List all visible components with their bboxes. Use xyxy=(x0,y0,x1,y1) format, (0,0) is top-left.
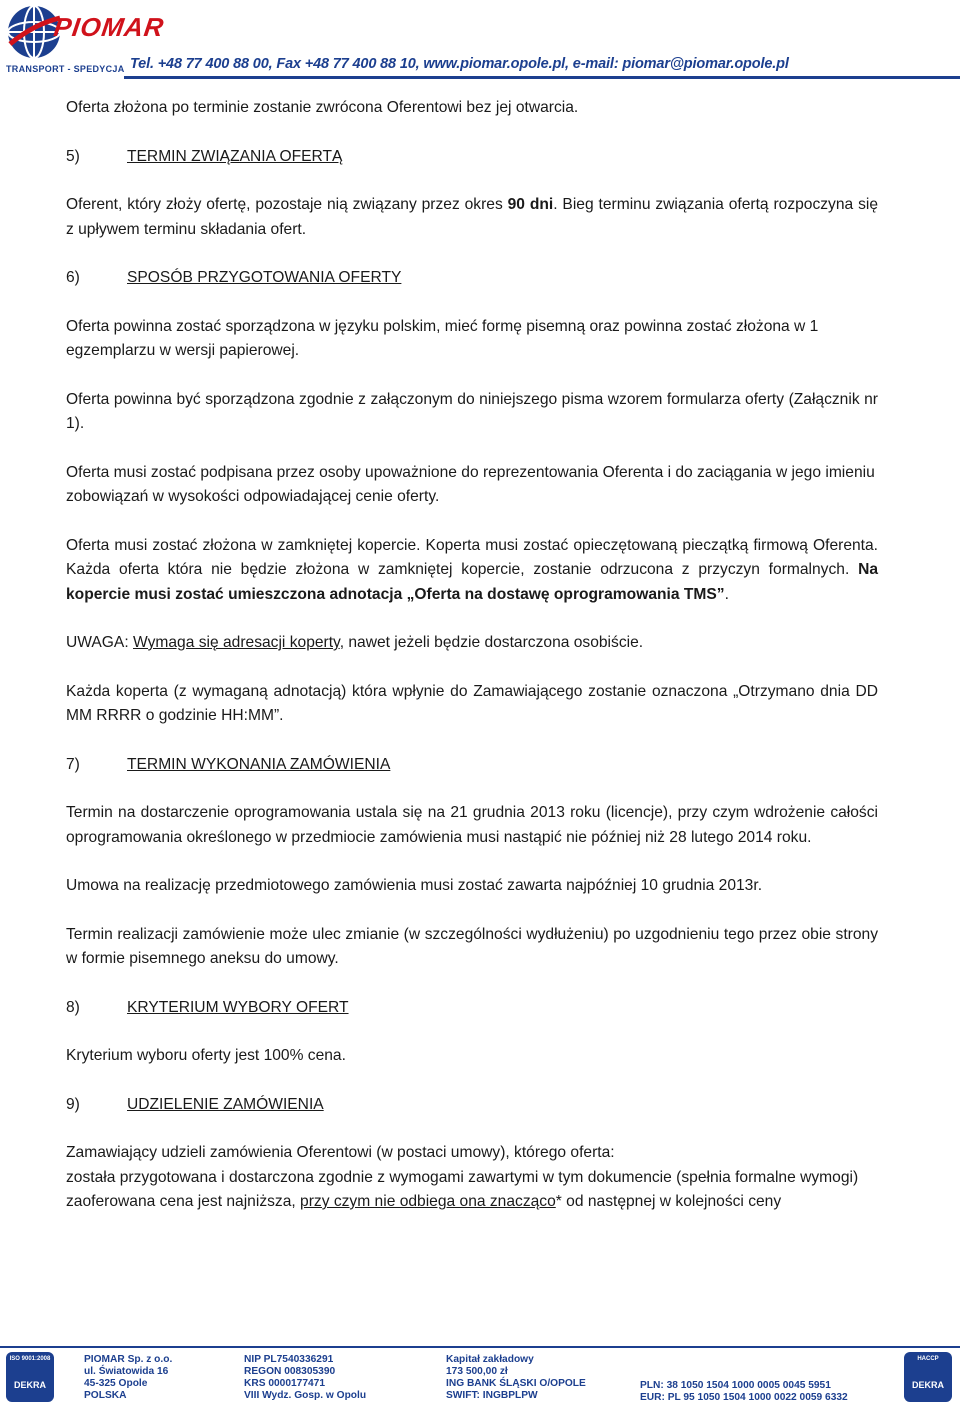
text-run: , nawet jeżeli będzie dostarczona osobiście. xyxy=(339,634,644,651)
iso-certification-badge-icon xyxy=(6,1352,54,1402)
text-run: UWAGA: xyxy=(66,634,133,651)
text-run: Oferent, który złoży ofertę, pozostaje nią związany przez okres xyxy=(66,196,508,213)
paragraph-offer-form: Oferta powinna być sporządzona zgodnie z załączonym do niniejszego pisma wzorem formularza oferty (Załącznik nr 1). xyxy=(66,390,878,432)
footer-bank-accounts xyxy=(640,1380,848,1404)
badge-caption: HACCP xyxy=(917,1356,939,1362)
footer-line: Kapitał zakładowy xyxy=(446,1354,534,1365)
paragraph-binding-period xyxy=(66,193,878,242)
badge-label: DEKRA xyxy=(13,1380,46,1390)
section-number: 8) xyxy=(66,998,80,1016)
section-title: TERMIN WYKONANIA ZAMÓWIENIA xyxy=(127,755,391,773)
section-title: UDZIELENIE ZAMÓWIENIA xyxy=(127,1095,324,1113)
footer-divider xyxy=(0,1346,960,1348)
footer-line: NIP PL7540336291 xyxy=(244,1354,334,1365)
section-title: KRYTERIUM WYBORY OFERT xyxy=(127,998,349,1016)
footer-company-address xyxy=(84,1354,172,1402)
text-run: Oferta musi zostać złożona w zamkniętej kopercie. Koperta musi zostać opieczętowaną pieczątką firmową Oferenta. Każda oferta która nie będzie złożona w zamkniętej kopercie, zostanie odrzucona z przyczyn formalnych. xyxy=(66,536,878,578)
section-number: 6) xyxy=(66,269,80,286)
footer-line: ul. Światowida 16 xyxy=(84,1366,169,1377)
paragraph-award-condition-2 xyxy=(66,1190,878,1215)
text-run: zaoferowana cena jest najniższa, xyxy=(66,1193,301,1210)
paragraph-envelope-marking: Każda koperta (z wymaganą adnotacją) która wpłynie do Zamawiającego zostanie oznaczona „Otrzymano dnia DD MM RRRR o godzinie HH:MM”. xyxy=(66,682,878,724)
section-heading-5 xyxy=(66,145,878,170)
section-title: TERMIN ZWIĄZANIA OFERTĄ xyxy=(127,147,343,165)
section-heading-8 xyxy=(66,996,878,1021)
header-divider xyxy=(124,76,960,79)
text-run-underlined: Wymaga się adresacji koperty xyxy=(133,634,340,651)
paragraph-contract-deadline: Umowa na realizację przedmiotowego zamówienia musi zostać zawarta najpóźniej 10 grudnia 2013r. xyxy=(66,877,763,894)
footer-line: 173 500,00 zł xyxy=(446,1366,508,1377)
badge-label: DEKRA xyxy=(911,1380,944,1390)
footer-line: PIOMAR Sp. z o.o. xyxy=(84,1354,173,1365)
paragraph-award-intro: Zamawiający udzieli zamówienia Oferentowi (w postaci umowy), którego oferta: xyxy=(66,1144,615,1161)
footer-line: ING BANK ŚLĄSKI O/OPOLE xyxy=(446,1378,586,1389)
contact-line: Tel. +48 77 400 88 00, Fax +48 77 400 88 10, www.piomar.opole.pl, e-mail: piomar@piomar.opole.pl xyxy=(130,56,789,72)
text-run-underlined: przy czym nie odbiega ona znacząco xyxy=(300,1193,556,1210)
footer-capital-bank xyxy=(446,1354,586,1402)
paragraph-term-change: Termin realizacji zamówienie może ulec zmianie (w szczególności wydłużeniu) po uzgodnieniu tego przez obie strony w formie pisemnego aneksu do umowy. xyxy=(66,925,878,967)
section-heading-7 xyxy=(66,753,878,778)
section-title: SPOSÓB PRZYGOTOWANIA OFERTY xyxy=(127,269,402,286)
footer-line: VIII Wydz. Gosp. w Opolu xyxy=(244,1390,367,1401)
letterhead xyxy=(0,0,960,80)
paragraph-warning xyxy=(66,631,878,656)
footer-line: REGON 008305390 xyxy=(244,1366,336,1377)
paragraph-offer-signature: Oferta musi zostać podpisana przez osoby upoważnione do reprezentowania Oferenta i do zaciągania w jego imieniu zobowiązań w wysokości odpowiadającej cenie oferty. xyxy=(66,463,875,505)
document-body xyxy=(66,96,878,1215)
haccp-certification-badge-icon xyxy=(904,1352,952,1402)
section-heading-6 xyxy=(66,266,878,291)
company-logo-wordmark: PIOMAR xyxy=(51,12,167,42)
footer-line: POLSKA xyxy=(84,1390,127,1401)
text-run-bold: Na kopercie musi zostać umieszczona adnotacja „Oferta na dostawę oprogramowania TMS” xyxy=(66,561,878,603)
paragraph-criterion: Kryterium wyboru oferty jest 100% cena. xyxy=(66,1047,346,1064)
paragraph-envelope xyxy=(66,534,878,608)
badge-caption: ISO 9001:2008 xyxy=(9,1356,51,1362)
footer-registration xyxy=(244,1354,366,1402)
section-number: 9) xyxy=(66,1095,80,1113)
paragraph-late-offer: Oferta złożona po terminie zostanie zwrócona Oferentowi bez jej otwarcia. xyxy=(66,99,579,116)
page-footer xyxy=(0,1338,960,1406)
section-number: 5) xyxy=(66,147,80,165)
section-number: 7) xyxy=(66,755,80,773)
footer-line: KRS 0000177471 xyxy=(244,1378,325,1389)
footer-line: SWIFT: INGBPLPW xyxy=(446,1390,538,1401)
text-run: * od następnej w kolejności ceny xyxy=(555,1193,782,1210)
paragraph-offer-language: Oferta powinna zostać sporządzona w języku polskim, mieć formę pisemną oraz powinna zostać złożona w 1 egzemplarzu w wersji papierowej. xyxy=(66,317,819,359)
footer-line: EUR: PL 95 1050 1504 1000 0022 0059 6332 xyxy=(640,1392,848,1403)
text-run: . xyxy=(724,585,729,603)
text-run: . Bieg terminu związania ofertą rozpoczyna się z upływem terminu składania ofert. xyxy=(66,196,878,238)
footer-line: 45-325 Opole xyxy=(84,1378,148,1389)
text-run-bold: 90 dni xyxy=(507,196,554,213)
section-heading-9 xyxy=(66,1093,878,1118)
company-tagline: TRANSPORT - SPEDYCJA xyxy=(6,64,125,74)
footer-line: PLN: 38 1050 1504 1000 0005 0045 5951 xyxy=(640,1380,831,1391)
paragraph-delivery-deadline: Termin na dostarczenie oprogramowania ustala się na 21 grudnia 2013 roku (licencje), przy czym wdrożenie całości oprogramowania określonego w przedmiocie zamówienia musi nastąpić nie później niż 28 lutego 2014 roku. xyxy=(66,804,878,846)
paragraph-award-condition-1: została przygotowana i dostarczona zgodnie z wymogami zawartymi w tym dokumencie (spełnia formalne wymogi) xyxy=(66,1168,859,1186)
